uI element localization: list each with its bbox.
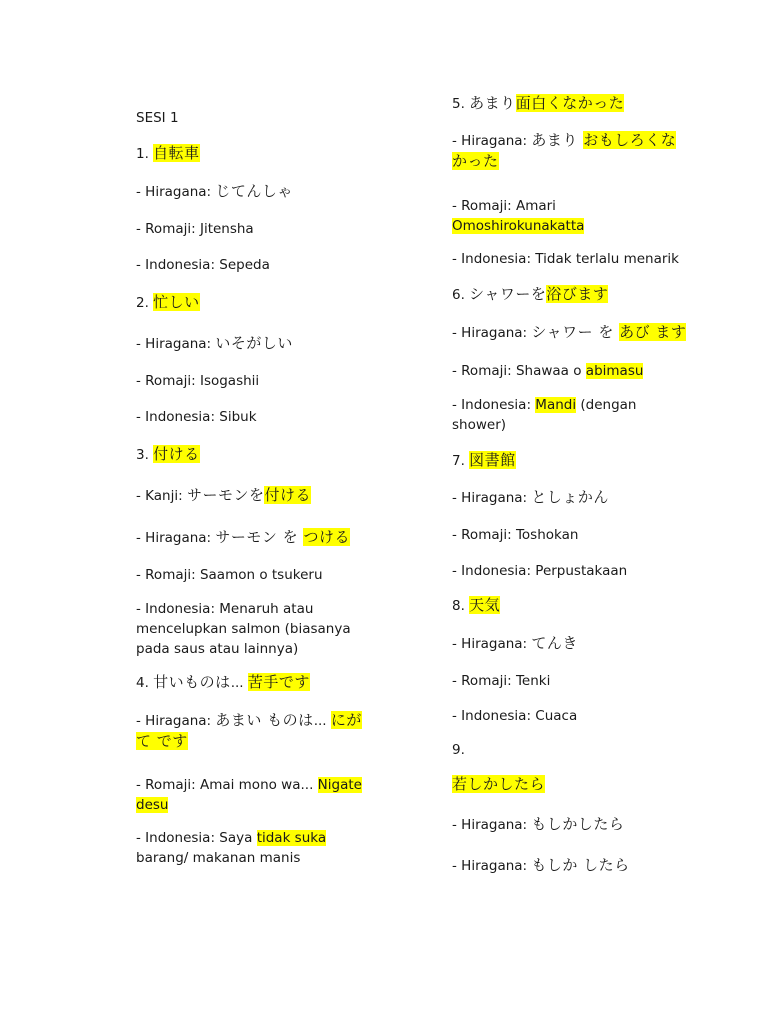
text-span: サーモンを xyxy=(186,486,265,504)
text-line xyxy=(452,322,688,343)
text-line xyxy=(452,671,688,691)
highlighted-text: Omoshirokunakatta xyxy=(452,218,585,234)
text-span: - Indonesia: Tidak terlalu menarik xyxy=(452,251,679,267)
text-span: - Hiragana: xyxy=(452,325,532,341)
highlighted-text: Mandi xyxy=(535,397,577,413)
highlighted-text: 苦手です xyxy=(247,673,310,691)
highlighted-text: 天気 xyxy=(469,596,501,614)
text-span: あまり xyxy=(531,131,584,149)
text-span: 9. xyxy=(452,742,465,758)
text-line xyxy=(136,219,366,239)
highlighted-text: tidak suka xyxy=(256,830,327,846)
text-span: 甘いものは xyxy=(153,673,231,691)
text-span: 5. xyxy=(452,96,470,112)
text-span: - Romaji: Amai mono wa... xyxy=(136,777,318,793)
text-line xyxy=(136,143,366,164)
highlighted-text: Nigate desu xyxy=(136,777,362,813)
text-line xyxy=(452,93,688,114)
highlighted-text: 自転車 xyxy=(153,144,200,162)
text-line xyxy=(136,371,366,391)
text-span: 6. xyxy=(452,287,470,303)
highlighted-text: 図書館 xyxy=(469,451,516,469)
text-span: - Romaji: Toshokan xyxy=(452,527,579,543)
text-line xyxy=(452,450,688,471)
text-line xyxy=(452,814,688,835)
text-span: - Indonesia: Saya xyxy=(136,830,257,846)
text-line xyxy=(452,130,688,172)
text-span: ... xyxy=(230,675,248,691)
highlighted-text: つける xyxy=(303,528,350,546)
text-span: シャワーを xyxy=(469,285,547,303)
highlighted-text: 若しかしたら xyxy=(452,775,546,793)
text-line xyxy=(136,710,366,752)
text-line xyxy=(136,565,366,585)
highlighted-text: 面白くなかった xyxy=(515,94,625,112)
text-line xyxy=(452,855,688,876)
text-span: じてんしゃ xyxy=(215,182,293,200)
text-span: シャワー を xyxy=(531,323,620,341)
highlighted-text: 浴びます xyxy=(546,285,609,303)
text-line xyxy=(136,527,366,548)
text-span: - Romaji: Amari xyxy=(452,198,556,214)
text-span: - Hiragana: xyxy=(136,530,216,546)
text-span: - Hiragana: xyxy=(452,133,532,149)
text-line xyxy=(452,633,688,654)
text-span: としょかん xyxy=(531,488,609,506)
text-line xyxy=(136,181,366,202)
text-line xyxy=(136,775,366,815)
text-span: 3. xyxy=(136,447,154,463)
text-span: 1. xyxy=(136,146,154,162)
text-line xyxy=(452,361,688,381)
text-span: - Hiragana: xyxy=(452,858,532,874)
text-span: ... xyxy=(313,713,331,729)
text-line xyxy=(452,706,688,726)
highlighted-text: おもしろくな かった xyxy=(452,131,677,170)
text-span: - Romaji: Isogashii xyxy=(136,373,260,389)
highlighted-text: abimasu xyxy=(585,363,644,379)
text-span: - Indonesia: Cuaca xyxy=(452,708,578,724)
text-span: - Indonesia: Perpustakaan xyxy=(452,563,628,579)
text-span: SESI 1 xyxy=(136,110,179,126)
text-line xyxy=(136,444,366,465)
text-line xyxy=(452,249,688,269)
text-span: あまい ものは xyxy=(215,711,314,729)
text-span: - Romaji: Tenki xyxy=(452,673,551,689)
text-line xyxy=(136,485,366,506)
text-span: - Hiragana: xyxy=(136,713,216,729)
text-span: いそがしい xyxy=(215,334,293,352)
text-span: - Indonesia: Menaruh atau mencelupkan salmon (biasanya pada saus atau lainnya) xyxy=(136,601,351,657)
text-line xyxy=(136,333,366,354)
highlighted-text: にが て です xyxy=(136,711,362,750)
text-span: サーモン を xyxy=(215,528,304,546)
text-span: 7. xyxy=(452,453,470,469)
text-span: barang/ makanan manis xyxy=(136,850,301,866)
text-line xyxy=(452,487,688,508)
text-line xyxy=(452,595,688,616)
text-span: (dengan shower) xyxy=(452,397,637,433)
text-span: - Romaji: Jitensha xyxy=(136,221,254,237)
text-span: 4. xyxy=(136,675,154,691)
text-line xyxy=(136,292,366,313)
text-span: てんき xyxy=(531,634,578,652)
text-span: - Hiragana: xyxy=(452,636,532,652)
text-line xyxy=(136,828,366,868)
text-line xyxy=(452,196,688,236)
text-line xyxy=(136,407,366,427)
text-span: - Indonesia: Sepeda xyxy=(136,257,270,273)
text-span: あまり xyxy=(469,94,516,112)
text-line xyxy=(452,561,688,581)
text-span: - Romaji: Shawaa o xyxy=(452,363,586,379)
highlighted-text: 付ける xyxy=(153,445,200,463)
text-span: - Indonesia: Sibuk xyxy=(136,409,257,425)
text-span: もしかしたら xyxy=(531,815,625,833)
text-line xyxy=(136,108,366,128)
text-line xyxy=(136,599,366,659)
text-span: - Hiragana: xyxy=(452,490,532,506)
text-span: - Hiragana: xyxy=(136,184,216,200)
text-line xyxy=(136,255,366,275)
highlighted-text: 忙しい xyxy=(153,293,200,311)
text-span: - Hiragana: xyxy=(452,817,532,833)
highlighted-text: 付ける xyxy=(264,486,311,504)
text-span: 2. xyxy=(136,295,154,311)
text-span: - Indonesia: xyxy=(452,397,536,413)
text-line xyxy=(452,284,688,305)
text-line xyxy=(452,740,688,760)
text-span: もしか したら xyxy=(531,856,630,874)
text-line xyxy=(452,395,688,435)
text-span: - Hiragana: xyxy=(136,336,216,352)
highlighted-text: あび ます xyxy=(619,323,687,341)
text-span: - Kanji: xyxy=(136,488,187,504)
text-line xyxy=(452,525,688,545)
text-line xyxy=(136,672,366,693)
text-span: - Romaji: Saamon o tsukeru xyxy=(136,567,323,583)
text-line xyxy=(452,774,688,795)
text-span: 8. xyxy=(452,598,470,614)
